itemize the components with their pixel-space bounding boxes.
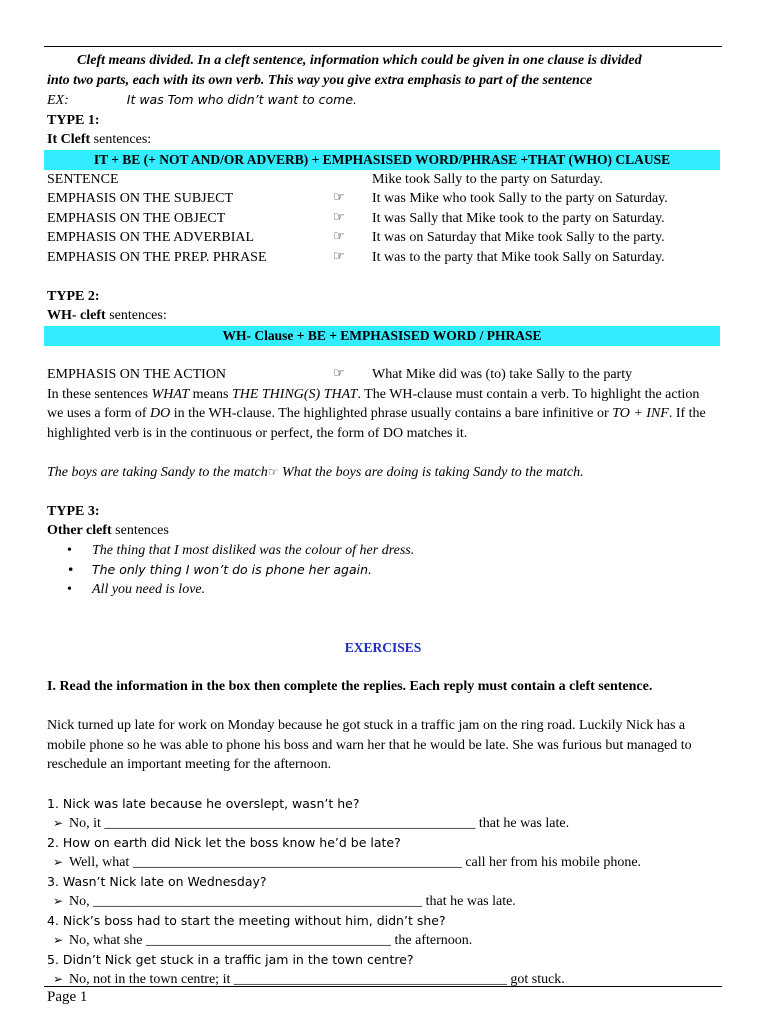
type2-subheading-bold: WH- cleft xyxy=(47,308,106,323)
type2-explanation xyxy=(47,385,719,444)
row-sentence: It was on Saturday that Mike took Sally to the party. xyxy=(372,230,665,245)
type3-subheading xyxy=(47,521,719,541)
type3-bullet-list xyxy=(47,541,719,600)
sentence-value: Mike took Sally to the party on Saturday. xyxy=(372,171,603,187)
pointing-hand-icon: ☞ xyxy=(267,464,279,479)
example-left: The boys are taking Sandy to the match xyxy=(47,464,268,480)
type1-sentence-row xyxy=(47,170,719,190)
answer-start: No, xyxy=(69,893,94,909)
row-label: EMPHASIS ON THE ADVERBIAL xyxy=(47,230,255,245)
spacer xyxy=(47,619,719,639)
type3-subheading-rest: sentences xyxy=(111,523,169,538)
answer-blank[interactable]: _______________________________________________ xyxy=(132,854,462,870)
explanation-thing: THE THING(S) THAT xyxy=(231,386,358,402)
row-label: EMPHASIS ON THE PREP. PHRASE xyxy=(47,249,267,265)
answer-start: Well, what xyxy=(69,854,133,870)
explanation-what: WHAT xyxy=(151,386,190,402)
question-text: 2. How on earth did Nick let the boss know he’d be late? xyxy=(47,835,401,850)
action-label: EMPHASIS ON THE ACTION xyxy=(47,367,227,382)
intro-line-1: Cleft means divided. In a cleft sentence, information which could be given in one clause is divided xyxy=(77,53,642,68)
type1-subheading-bold: It Cleft xyxy=(47,132,91,147)
answer-start: No, not in the town centre; it xyxy=(69,971,234,987)
page-number: Page 1 xyxy=(47,989,88,1005)
example-right: What the boys are doing is taking Sandy to the match. xyxy=(278,464,584,480)
answer-blank[interactable]: _______________________________________ xyxy=(233,971,507,987)
example-sentence: It was Tom who didn’t want to come. xyxy=(126,92,358,107)
spacer xyxy=(47,346,719,366)
list-item: • The only thing I won’t do is phone her again. xyxy=(92,560,719,580)
explanation-text: . The WH-clause must contain a verb. To highlight the action we uses a form of xyxy=(47,386,700,421)
intro-example xyxy=(47,90,719,111)
answer-blank[interactable]: ___________________________________ xyxy=(146,932,391,948)
list-item: • All you need is love. xyxy=(92,580,719,600)
spacer xyxy=(47,599,719,619)
pointing-hand-icon: ☞ xyxy=(333,190,345,205)
answer-line xyxy=(47,814,719,834)
exercises-title: EXERCISES xyxy=(344,640,422,655)
spacer xyxy=(47,697,719,717)
type2-heading: TYPE 2: xyxy=(47,288,100,304)
top-rule xyxy=(44,46,722,47)
question-text: 4. Nick’s boss had to start the meeting without him, didn’t she? xyxy=(47,913,446,928)
arrow-icon: ➢ xyxy=(53,932,64,947)
answer-start: No, it xyxy=(69,815,105,831)
question-text: 1. Nick was late because he overslept, wasn’t he? xyxy=(47,796,360,811)
list-item: • The thing that I most disliked was the colour of her dress. xyxy=(92,541,719,561)
answer-end: got stuck. xyxy=(506,971,565,987)
pointing-hand-icon: ☞ xyxy=(333,209,345,225)
explanation-toinf: TO + INF xyxy=(612,406,669,421)
type1-subheading xyxy=(47,130,719,150)
type1-row xyxy=(47,189,719,209)
type3-heading: TYPE 3: xyxy=(47,503,100,519)
arrow-icon: ➢ xyxy=(53,893,64,908)
pointing-hand-icon: ☞ xyxy=(333,366,345,381)
page-content xyxy=(47,51,719,989)
type2-subheading xyxy=(47,306,719,326)
answer-start: No, what she xyxy=(69,932,146,948)
type2-example xyxy=(47,463,719,483)
pointing-hand-icon: ☞ xyxy=(333,248,345,264)
answer-end: that he was late. xyxy=(422,893,516,909)
arrow-icon: ➢ xyxy=(53,854,64,869)
row-label: EMPHASIS ON THE SUBJECT xyxy=(47,191,234,206)
type1-formula-band: IT + BE (+ NOT AND/OR ADVERB) + EMPHASISED WORD/PHRASE +THAT (WHO) CLAUSE xyxy=(44,150,720,170)
type1-row xyxy=(47,248,719,268)
answer-end: the afternoon. xyxy=(391,932,473,948)
answer-line xyxy=(47,853,719,873)
pointing-hand-icon: ☞ xyxy=(333,229,345,244)
spacer xyxy=(47,443,719,463)
exercise-instruction: I. Read the information in the box then complete the replies. Each reply must contain a cleft sentence. xyxy=(47,679,653,694)
exercise-passage: Nick turned up late for work on Monday because he got stuck in a traffic jam on the ring road. Luckily Nick has a mobile phone so he was able to phone his boss and warn her that he would be late. She was furious but managed to reschedule an important meeting for the afternoon. xyxy=(47,718,692,772)
type1-subheading-rest: sentences: xyxy=(90,132,152,147)
explanation-text: . If the highlighted verb is in the continuous or perfect, the form of DO matches it. xyxy=(47,406,706,441)
answer-end: call her from his mobile phone. xyxy=(461,854,642,870)
explanation-do: DO xyxy=(150,406,171,421)
arrow-icon: ➢ xyxy=(53,971,64,986)
type3-subheading-bold: Other cleft xyxy=(47,523,112,538)
spacer xyxy=(47,658,719,678)
row-sentence: It was Sally that Mike took to the party on Saturday. xyxy=(372,210,665,226)
answer-blank[interactable]: _______________________________________________ xyxy=(93,893,423,909)
type2-action-row xyxy=(47,365,719,385)
explanation-text: In these sentences xyxy=(47,386,152,402)
arrow-icon: ➢ xyxy=(53,815,64,830)
spacer xyxy=(47,267,719,287)
answer-line xyxy=(47,892,719,912)
type1-row xyxy=(47,209,719,229)
spacer xyxy=(47,482,719,502)
row-label: EMPHASIS ON THE OBJECT xyxy=(47,210,226,226)
answer-blank[interactable]: _____________________________________________________ xyxy=(104,815,476,831)
type2-subheading-rest: sentences: xyxy=(105,308,167,323)
answer-line xyxy=(47,931,719,951)
type2-formula-band: WH- Clause + BE + EMPHASISED WORD / PHRASE xyxy=(44,326,720,346)
answer-end: that he was late. xyxy=(475,815,570,831)
type1-row xyxy=(47,228,719,248)
row-sentence: It was to the party that Mike took Sally on Saturday. xyxy=(372,249,665,265)
type1-heading: TYPE 1: xyxy=(47,112,100,128)
question-text: 3. Wasn’t Nick late on Wednesday? xyxy=(47,874,267,889)
action-sentence: What Mike did was (to) take Sally to the party xyxy=(372,367,633,382)
explanation-text: in the WH-clause. The highlighted phrase usually contains a bare infinitive or xyxy=(170,406,613,421)
bottom-rule xyxy=(44,986,722,987)
explanation-text: means xyxy=(189,386,232,402)
row-sentence: It was Mike who took Sally to the party on Saturday. xyxy=(372,191,668,206)
sentence-label: SENTENCE xyxy=(47,171,119,187)
question-text: 5. Didn’t Nick get stuck in a traffic jam in the town centre? xyxy=(47,952,414,967)
spacer xyxy=(47,775,719,795)
example-label: EX: xyxy=(47,93,69,108)
intro-line-2: into two parts, each with its own verb. This way you give extra emphasis to part of the sentence xyxy=(47,72,593,88)
